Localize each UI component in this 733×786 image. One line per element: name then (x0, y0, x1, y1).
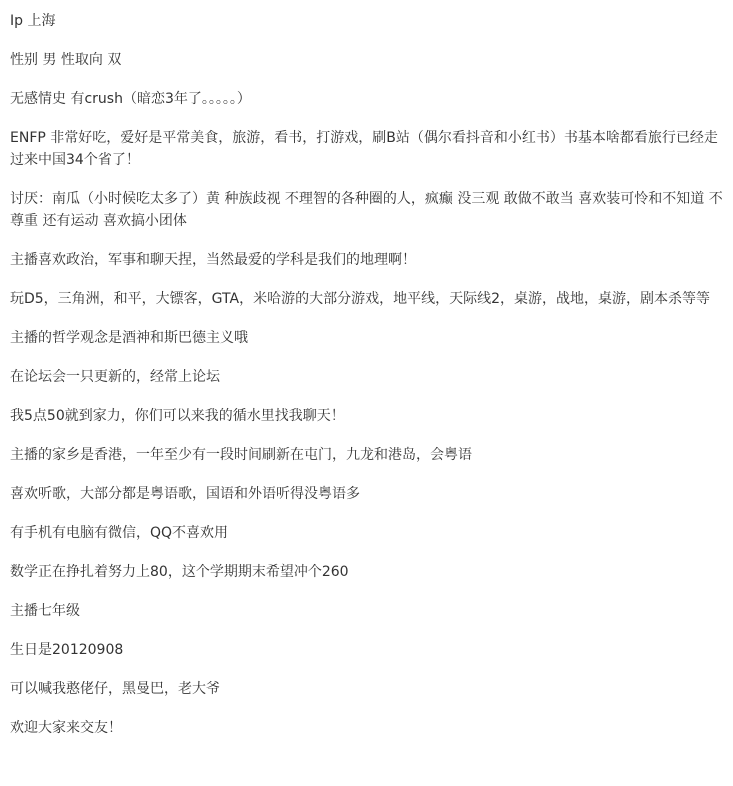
paragraph-hometown: 主播的家乡是香港，一年至少有一段时间刷新在屯门，九龙和港岛，会粤语 (10, 447, 472, 463)
paragraph-interests: 主播喜欢政治，军事和聊天捏，当然最爱的学科是我们的地理啊！ (10, 252, 416, 268)
paragraph-hobbies: ENFP 非常好吃，爱好是平常美食，旅游，看书，打游戏，刷B站（偶尔看抖音和小红书）书基本啥都看旅行已经走过来中国34个省了！ (10, 130, 718, 168)
paragraph-forum: 在论坛会一只更新的，经常上论坛 (10, 369, 220, 385)
paragraph-dislikes: 讨厌：南瓜（小时候吃太多了）黄 种族歧视 不理智的各种圈的人，疯癫 没三观 敢做不敢当 喜欢装可怜和不知道 不尊重 还有运动 喜欢搞小团体 (10, 191, 723, 229)
paragraph-nicknames: 可以喊我憨佬仔，黑曼巴，老大爷 (10, 681, 220, 697)
paragraph-philosophy: 主播的哲学观念是酒神和斯巴德主义哦 (10, 330, 248, 346)
paragraph-math: 数学正在挣扎着努力上80，这个学期期末希望冲个260 (10, 564, 349, 580)
paragraph-schedule: 我5点50就到家力，你们可以来我的循水里找我聊天！ (10, 408, 345, 424)
paragraph-welcome: 欢迎大家来交友！ (10, 720, 122, 736)
paragraph-grade: 主播七年级 (10, 603, 80, 619)
paragraph-location: Ip 上海 (10, 13, 56, 29)
paragraph-games: 玩D5，三角洲，和平，大镖客，GTA，米哈游的大部分游戏，地平线，天际线2，桌游，战地，桌游，剧本杀等等 (10, 291, 710, 307)
paragraph-relationship: 无感情史 有crush（暗恋3年了。。。。。） (10, 91, 251, 107)
paragraph-gender: 性别 男 性取向 双 (10, 52, 122, 68)
paragraph-music: 喜欢听歌，大部分都是粤语歌，国语和外语听得没粤语多 (10, 486, 360, 502)
paragraph-birthday: 生日是20120908 (10, 642, 124, 658)
paragraph-devices: 有手机有电脑有微信，QQ不喜欢用 (10, 525, 229, 541)
